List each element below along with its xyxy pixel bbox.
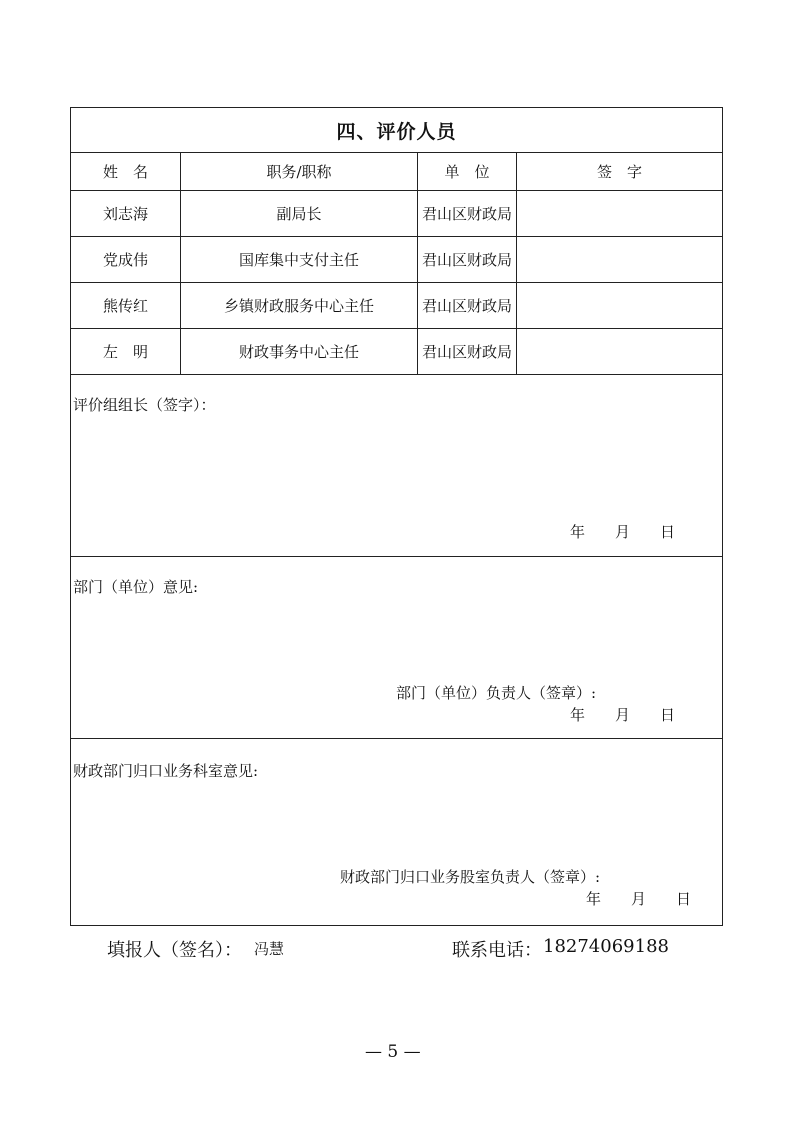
table-rule (70, 374, 723, 375)
member-signature-field[interactable] (517, 237, 722, 282)
table-border-bottom (70, 925, 723, 926)
table-border-right (722, 107, 723, 926)
finance-opinion-label: 财政部门归口业务科室意见: (73, 762, 259, 780)
filler-name: 冯慧 (254, 940, 285, 958)
member-position: 乡镇财政服务中心主任 (223, 297, 374, 315)
header-position: 职务/职称 (266, 163, 332, 181)
finance-date: 年 月 日 (586, 890, 692, 908)
member-unit: 君山区财政局 (421, 297, 512, 315)
header-unit: 单 位 (444, 163, 490, 181)
member-position: 国库集中支付主任 (238, 251, 359, 269)
page-number: — 5 — (365, 1042, 421, 1062)
filler-label: 填报人（签名）： (107, 940, 242, 961)
leader-date: 年 月 日 (570, 523, 676, 541)
table-rule (70, 738, 723, 739)
phone-label: 联系电话： (452, 940, 542, 961)
member-position: 财政事务中心主任 (238, 343, 359, 361)
header-signature: 签 字 (596, 163, 642, 181)
dept-opinion-label: 部门（单位）意见: (73, 578, 199, 596)
member-unit: 君山区财政局 (421, 343, 512, 361)
table-rule (70, 556, 723, 557)
header-name: 姓 名 (102, 163, 148, 181)
member-signature-field[interactable] (517, 329, 722, 374)
dept-signer-label: 部门（单位）负责人（签章）: (396, 684, 597, 702)
member-name: 左 明 (102, 343, 148, 361)
leader-signature-label: 评价组组长（签字）： (73, 396, 216, 414)
finance-signer-label: 财政部门归口业务股室负责人（签章）: (340, 868, 601, 886)
section-title: 四、评价人员 (336, 120, 457, 143)
member-signature-field[interactable] (517, 283, 722, 328)
member-unit: 君山区财政局 (421, 205, 512, 223)
member-name: 党成伟 (102, 251, 148, 269)
member-name: 刘志海 (102, 205, 148, 223)
member-unit: 君山区财政局 (421, 251, 512, 269)
member-signature-field[interactable] (517, 191, 722, 236)
dept-date: 年 月 日 (570, 706, 676, 724)
phone-number: 18274069188 (543, 936, 669, 957)
member-name: 熊传红 (102, 297, 148, 315)
member-position: 副局长 (276, 205, 322, 223)
